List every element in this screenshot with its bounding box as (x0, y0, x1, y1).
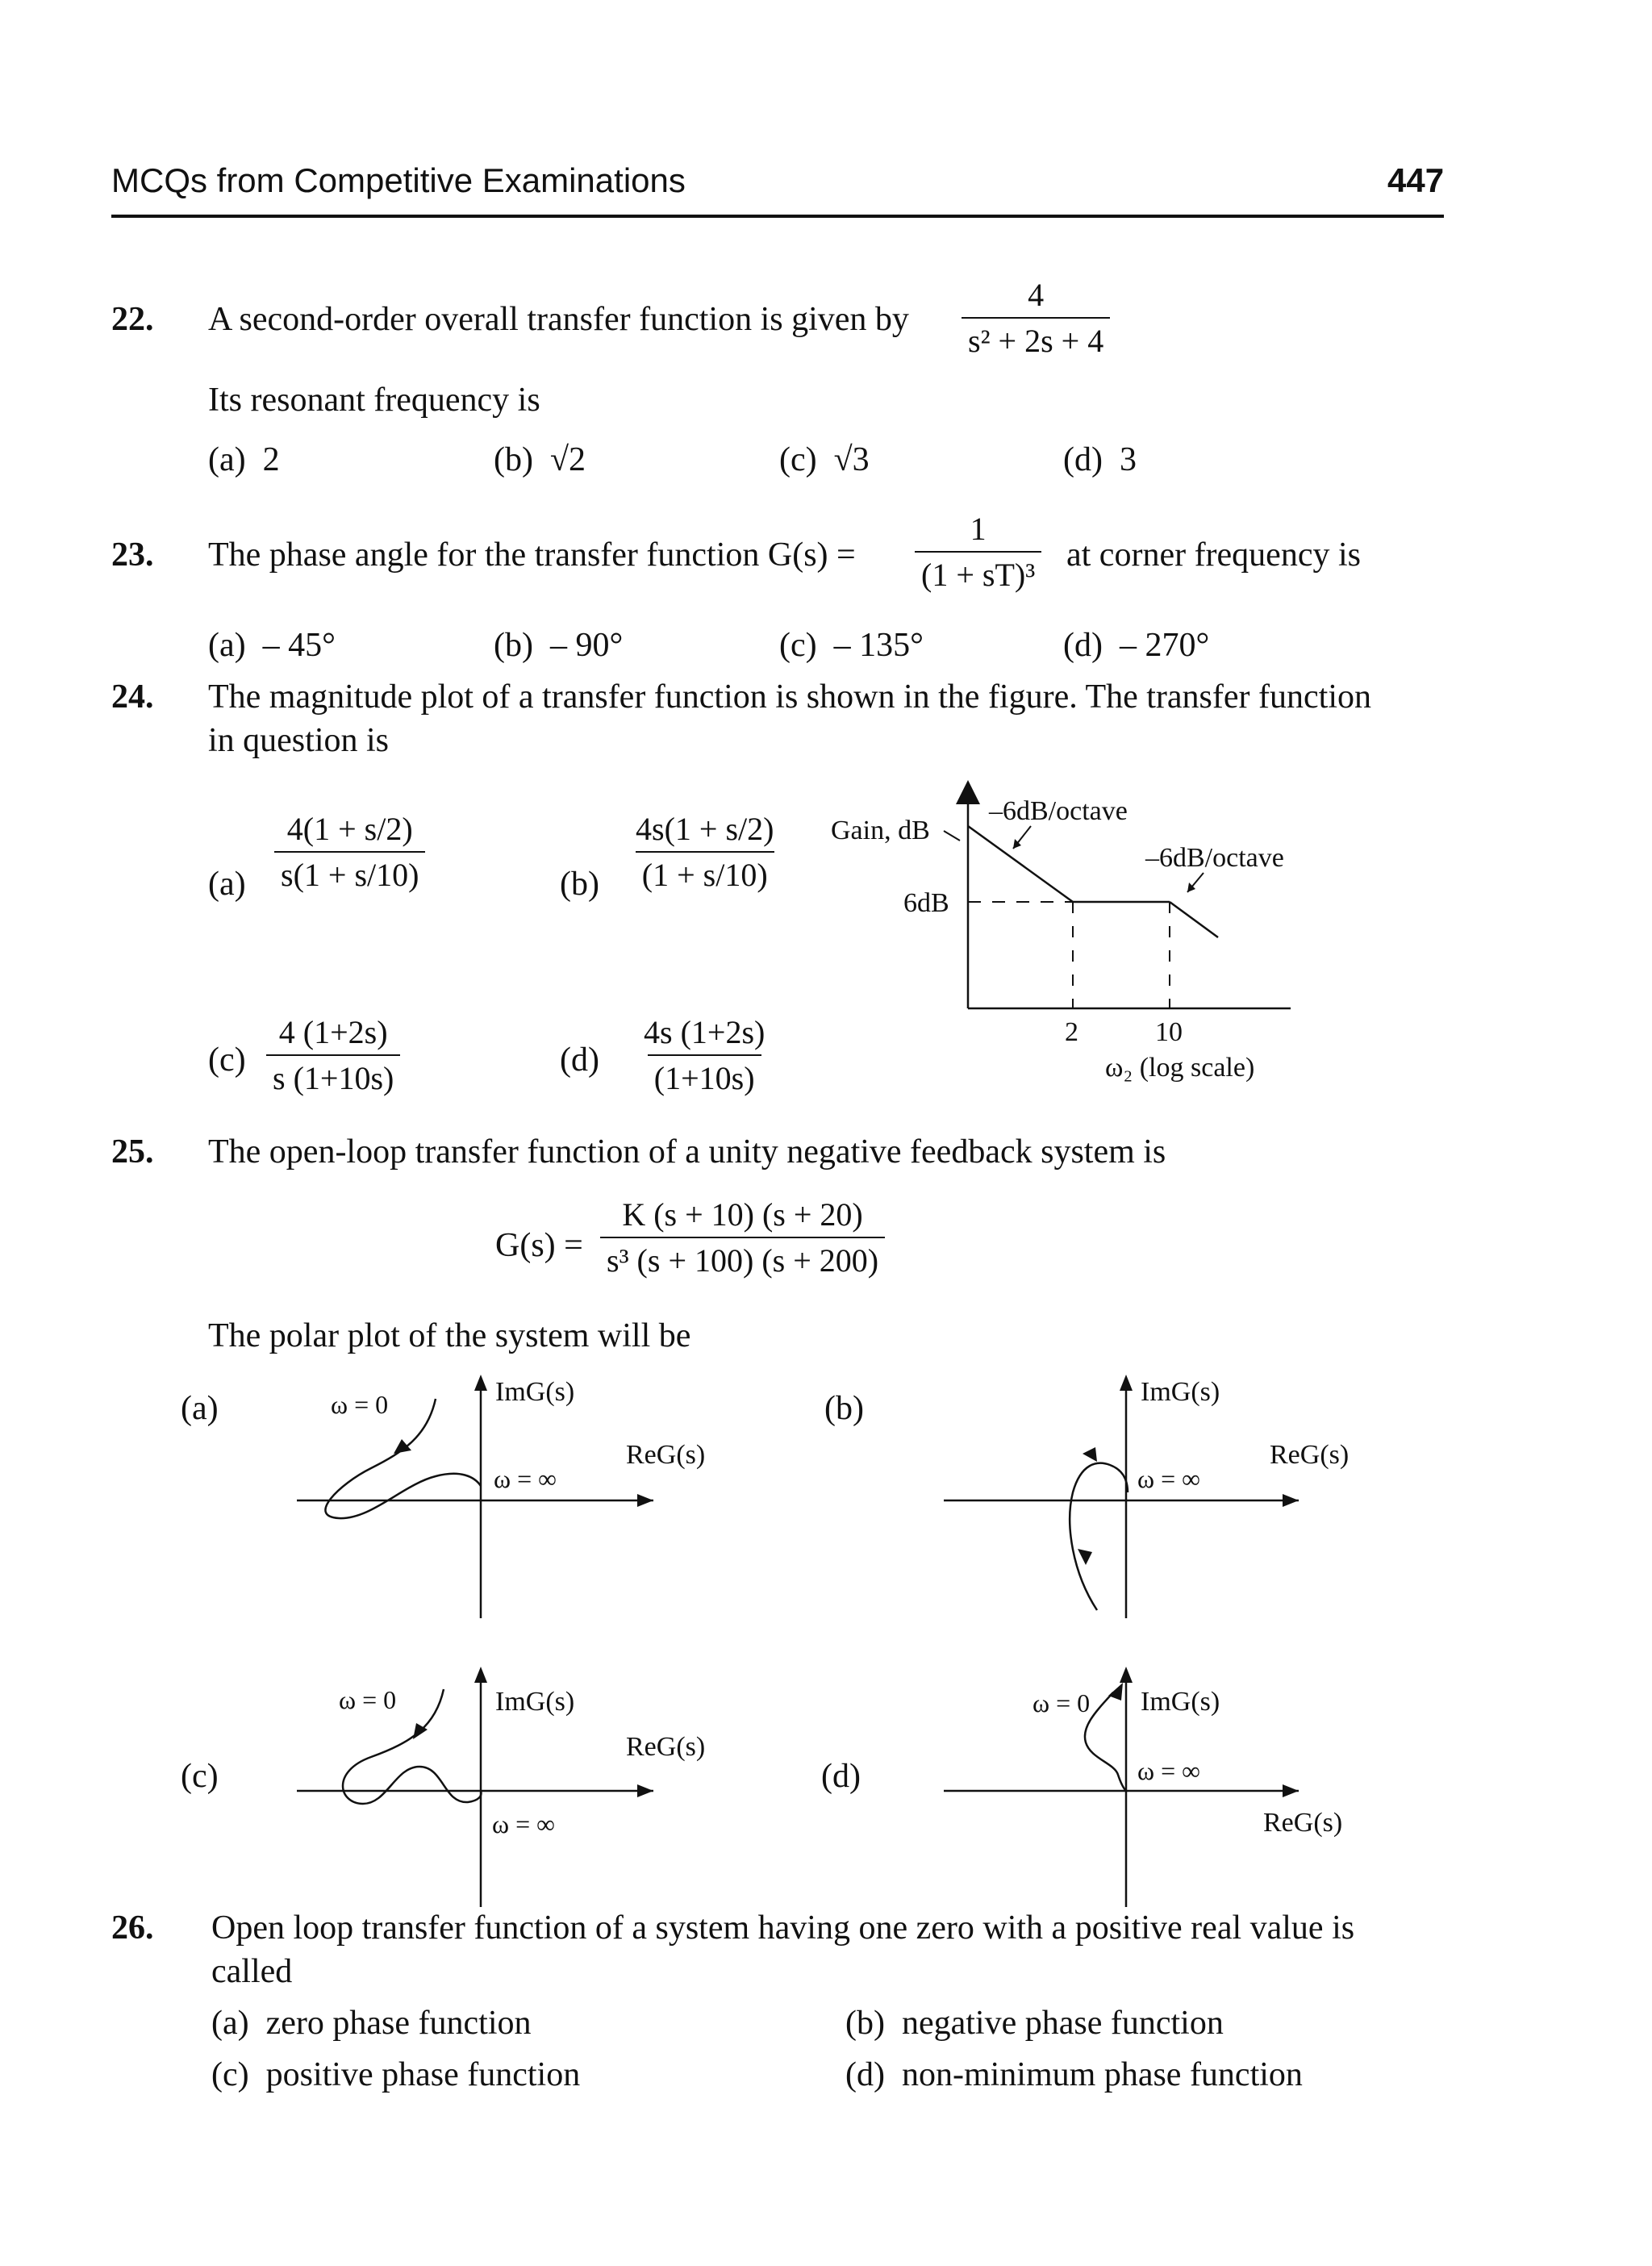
running-header-title: MCQs from Competitive Examinations (111, 161, 686, 199)
omega-infinity-label: ω = ∞ (494, 1464, 557, 1493)
q24-option-c-expression (266, 1013, 400, 1097)
question-23-text: The phase angle for the transfer function G(s) = (208, 536, 856, 574)
polar-plot-a-label: (a) (181, 1390, 219, 1427)
question-23-text-2: at corner frequency is (1066, 536, 1361, 574)
omega-zero-label: ω = 0 (1032, 1688, 1091, 1717)
question-25-lhs: G(s) = (495, 1227, 583, 1264)
option-numerator: 4(1 + s/2) (286, 811, 413, 847)
option-label: (a) (208, 627, 246, 664)
page-number: 447 (1387, 161, 1445, 199)
imag-axis-arrow (1120, 1667, 1133, 1683)
real-axis-arrow (637, 1784, 653, 1797)
x-tick-2: 2 (1065, 1017, 1078, 1047)
omega-infinity-label: ω = ∞ (1137, 1464, 1200, 1493)
option-value: positive phase function (265, 2056, 581, 2093)
q24-option-d-label: (d) (560, 1041, 599, 1079)
imag-axis-label: ImG(s) (1141, 1377, 1220, 1407)
omega-zero-label: ω = 0 (339, 1685, 397, 1714)
tf-numerator: 1 (970, 511, 987, 547)
q22-option-a (208, 440, 280, 479)
direction-arrow (1108, 1683, 1123, 1701)
tf-denominator: (1 + sT)³ (915, 551, 1041, 594)
option-label: (b) (494, 441, 533, 478)
real-axis-arrow (637, 1494, 653, 1507)
q23-option-c (779, 626, 924, 665)
option-label: (c) (779, 441, 817, 478)
question-24-text: The magnitude plot of a transfer function is shown in the figure. The transfer function (208, 678, 1371, 716)
q26-option-d (845, 2055, 1303, 2094)
q22-option-c (779, 440, 870, 479)
tf-denominator: s³ (s + 100) (s + 200) (600, 1237, 885, 1279)
question-25-transfer-function (600, 1196, 885, 1279)
question-26-number: 26. (111, 1909, 154, 1947)
option-denominator: (1 + s/10) (636, 851, 774, 894)
header-rule (111, 215, 1444, 218)
tf-denominator: s² + 2s + 4 (962, 317, 1110, 360)
polar-plot-a (290, 1363, 742, 1630)
q24-option-c-label: (c) (208, 1041, 246, 1079)
imag-axis-arrow (474, 1667, 487, 1683)
imag-axis-label: ImG(s) (1141, 1687, 1220, 1717)
question-22-text-2: Its resonant frequency is (208, 382, 540, 419)
option-label: (d) (1063, 441, 1103, 478)
q23-option-d (1063, 626, 1209, 665)
option-denominator: s (1+10s) (266, 1054, 400, 1097)
polar-plot-d-label: (d) (821, 1758, 861, 1795)
question-23-transfer-function (915, 510, 1041, 594)
option-numerator: 4s (1+2s) (644, 1014, 766, 1050)
question-23-number: 23. (111, 536, 154, 574)
level-label: 6dB (903, 888, 949, 918)
polar-curve (1070, 1463, 1128, 1610)
y-axis-label: Gain, dB (831, 816, 930, 845)
q26-option-a (211, 2004, 532, 2043)
magnitude-plot-figure (823, 774, 1307, 1097)
real-axis-label: ReG(s) (626, 1732, 706, 1762)
option-value: – 45° (262, 627, 336, 664)
q26-option-b (845, 2004, 1224, 2043)
question-22-transfer-function (962, 276, 1110, 360)
q23-option-a (208, 626, 336, 665)
question-26-text-2: called (211, 1953, 293, 1990)
q24-option-b-label: (b) (560, 866, 599, 903)
option-value: 2 (262, 441, 280, 478)
polar-plot-b (936, 1363, 1387, 1630)
tf-numerator: 4 (1028, 277, 1045, 313)
option-value: negative phase function (901, 2005, 1224, 2042)
question-24-text-2: in question is (208, 722, 390, 759)
option-value: – 270° (1119, 627, 1210, 664)
option-label: (a) (208, 441, 246, 478)
option-numerator: 4s(1 + s/2) (636, 811, 774, 847)
polar-plot-d (936, 1646, 1387, 1912)
real-axis-arrow (1283, 1784, 1299, 1797)
polar-plot-b-label: (b) (824, 1390, 864, 1427)
question-25-number: 25. (111, 1133, 154, 1171)
q24-option-d-expression (637, 1013, 771, 1097)
option-label: (c) (211, 2056, 249, 2093)
question-25-text-2: The polar plot of the system will be (208, 1317, 691, 1354)
q22-option-d (1063, 440, 1137, 479)
x-tick-10: 10 (1155, 1017, 1183, 1047)
option-label: (c) (779, 627, 817, 664)
slope2-label: –6dB/octave (1145, 843, 1284, 873)
ylabel-pointer (944, 831, 960, 841)
option-value: non-minimum phase function (901, 2056, 1303, 2093)
option-value: 3 (1119, 441, 1137, 478)
real-axis-arrow (1283, 1494, 1299, 1507)
option-label: (a) (211, 2005, 249, 2042)
option-value: √2 (549, 441, 586, 478)
option-denominator: (1+10s) (648, 1054, 761, 1097)
polar-plot-c (290, 1646, 742, 1912)
q24-option-b-expression (629, 810, 780, 894)
polar-plot-c-label: (c) (181, 1758, 219, 1795)
question-26-text: Open loop transfer function of a system having one zero with a positive real value is (211, 1909, 1355, 1947)
q23-option-b (494, 626, 623, 665)
question-24-number: 24. (111, 678, 154, 716)
gain-segment-1 (968, 826, 1073, 902)
tf-numerator: K (s + 10) (s + 20) (622, 1196, 863, 1233)
option-value: zero phase function (265, 2005, 532, 2042)
option-label: (d) (845, 2056, 885, 2093)
option-label: (b) (845, 2005, 885, 2042)
real-axis-label: ReG(s) (1263, 1808, 1343, 1838)
x-axis-label: ω₂ (log scale) (1105, 1053, 1255, 1083)
option-numerator: 4 (1+2s) (278, 1014, 388, 1050)
gain-segment-2 (1170, 902, 1218, 937)
option-value: – 90° (549, 627, 624, 664)
omega-infinity-label: ω = ∞ (492, 1809, 555, 1838)
polar-curve (1085, 1692, 1126, 1791)
omega-infinity-label: ω = ∞ (1137, 1756, 1200, 1785)
option-label: (d) (1063, 627, 1103, 664)
option-label: (b) (494, 627, 533, 664)
option-value: – 135° (833, 627, 924, 664)
direction-arrow (394, 1439, 411, 1454)
option-denominator: s(1 + s/10) (274, 851, 425, 894)
imag-axis-arrow (474, 1375, 487, 1391)
option-value: √3 (833, 441, 870, 478)
q24-option-a-label: (a) (208, 866, 246, 903)
direction-arrow-upper (1083, 1447, 1097, 1462)
real-axis-label: ReG(s) (626, 1440, 706, 1470)
question-25-text: The open-loop transfer function of a unity negative feedback system is (208, 1133, 1166, 1171)
question-22-text: A second-order overall transfer function is given by (208, 301, 909, 338)
slope1-label: –6dB/octave (989, 796, 1128, 826)
direction-arrow-lower (1078, 1549, 1092, 1565)
omega-zero-label: ω = 0 (331, 1390, 389, 1419)
real-axis-label: ReG(s) (1270, 1440, 1350, 1470)
imag-axis-label: ImG(s) (495, 1687, 575, 1717)
q22-option-b (494, 440, 586, 479)
imag-axis-arrow (1120, 1375, 1133, 1391)
imag-axis-label: ImG(s) (495, 1377, 575, 1407)
question-22-number: 22. (111, 301, 154, 338)
q26-option-c (211, 2055, 580, 2094)
q24-option-a-expression (274, 810, 425, 894)
